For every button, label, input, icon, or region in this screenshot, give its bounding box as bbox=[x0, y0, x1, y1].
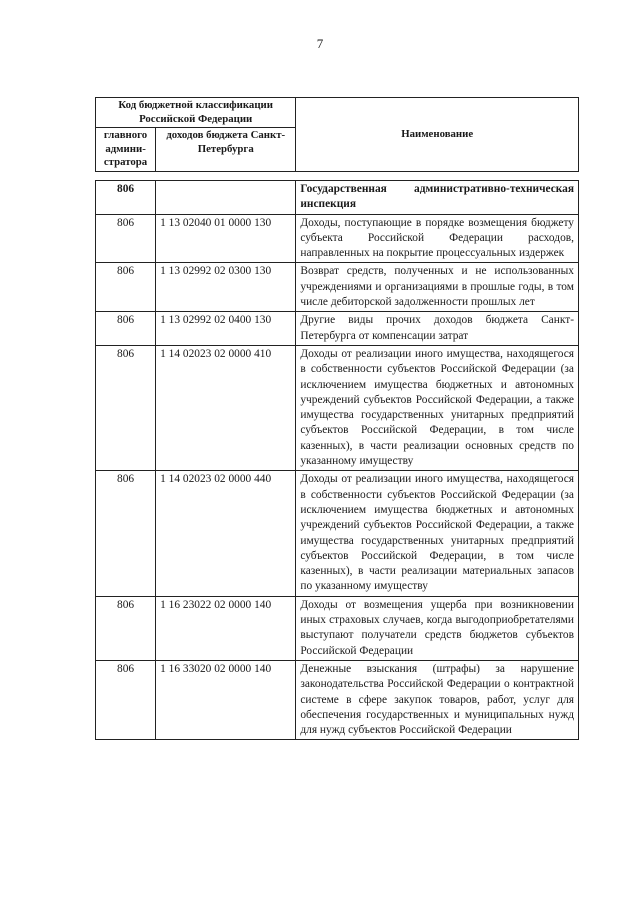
admin-code-cell: 806 bbox=[96, 312, 156, 346]
admin-code-cell: 806 bbox=[96, 345, 156, 470]
revenue-name-cell: Возврат средств, полученных и не использованных учреждениями и организациями в прошлые годы, в том числе дебиторской задолженности прошлых лет bbox=[296, 263, 579, 312]
admin-code-cell: 806 bbox=[96, 181, 156, 215]
table-row bbox=[96, 660, 579, 739]
revenue-code-cell: 1 13 02992 02 0400 130 bbox=[156, 312, 296, 346]
table-row bbox=[96, 312, 579, 346]
table-row bbox=[96, 181, 579, 215]
revenue-name-cell: Доходы от реализации иного имущества, находящегося в собственности субъектов Российской Федерации (за исключением имущества бюджетных и автономных учреждений субъектов Российской Федерации, а также имущества государственных унитарных предприятий субъектов Российской Федерации, в том числе казенных), в части реализации основных средств по указанному имуществу bbox=[296, 345, 579, 470]
revenue-code-cell: 1 14 02023 02 0000 410 bbox=[156, 345, 296, 470]
header-main-admin: главного админи-стратора bbox=[96, 128, 156, 172]
revenue-code-cell: 1 13 02040 01 0000 130 bbox=[156, 214, 296, 263]
table-row bbox=[96, 345, 579, 470]
admin-code-cell: 806 bbox=[96, 596, 156, 660]
header-table bbox=[95, 97, 579, 172]
revenue-name-cell: Доходы от возмещения ущерба при возникновении иных страховых случаев, когда выгодоприобретателями выступают получатели средств бюджетов субъектов Российской Федерации bbox=[296, 596, 579, 660]
revenue-codes-table bbox=[95, 180, 579, 740]
revenue-code-cell: 1 13 02992 02 0300 130 bbox=[156, 263, 296, 312]
revenue-name-cell: Доходы, поступающие в порядке возмещения бюджету субъекта Российской Федерации расходов, направленных на покрытие процессуальных издержек bbox=[296, 214, 579, 263]
header-classification: Код бюджетной классификации Российской Федерации bbox=[96, 98, 296, 128]
page-number: 7 bbox=[316, 36, 324, 51]
table-row bbox=[96, 214, 579, 263]
admin-code-cell: 806 bbox=[96, 263, 156, 312]
revenue-name-cell: Доходы от реализации иного имущества, находящегося в собственности субъектов Российской Федерации (за исключением имущества бюджетных и автономных учреждений субъектов Российской Федерации, а также имущества государственных унитарных предприятий субъектов Российской Федерации, в том числе казенных), в части реализации материальных запасов по указанному имуществу bbox=[296, 471, 579, 596]
revenue-name-cell: Государственная административно-техническая инспекция bbox=[296, 181, 579, 215]
header-name: Наименование bbox=[296, 98, 579, 172]
revenue-code-cell: 1 16 33020 02 0000 140 bbox=[156, 660, 296, 739]
revenue-name-cell: Другие виды прочих доходов бюджета Санкт-Петербурга от компенсации затрат bbox=[296, 312, 579, 346]
revenue-name-cell: Денежные взыскания (штрафы) за нарушение законодательства Российской Федерации о контрактной системе в сфере закупок товаров, работ, услуг для обеспечения государственных и муниципальных нужд для нужд субъектов Российской Федерации bbox=[296, 660, 579, 739]
table-row bbox=[96, 596, 579, 660]
admin-code-cell: 806 bbox=[96, 660, 156, 739]
admin-code-cell: 806 bbox=[96, 214, 156, 263]
revenue-code-cell: 1 14 02023 02 0000 440 bbox=[156, 471, 296, 596]
table-row bbox=[96, 263, 579, 312]
revenue-code-cell: 1 16 23022 02 0000 140 bbox=[156, 596, 296, 660]
table-row bbox=[96, 471, 579, 596]
revenue-code-cell bbox=[156, 181, 296, 215]
admin-code-cell: 806 bbox=[96, 471, 156, 596]
header-revenue: доходов бюджета Санкт-Петербурга bbox=[156, 128, 296, 172]
